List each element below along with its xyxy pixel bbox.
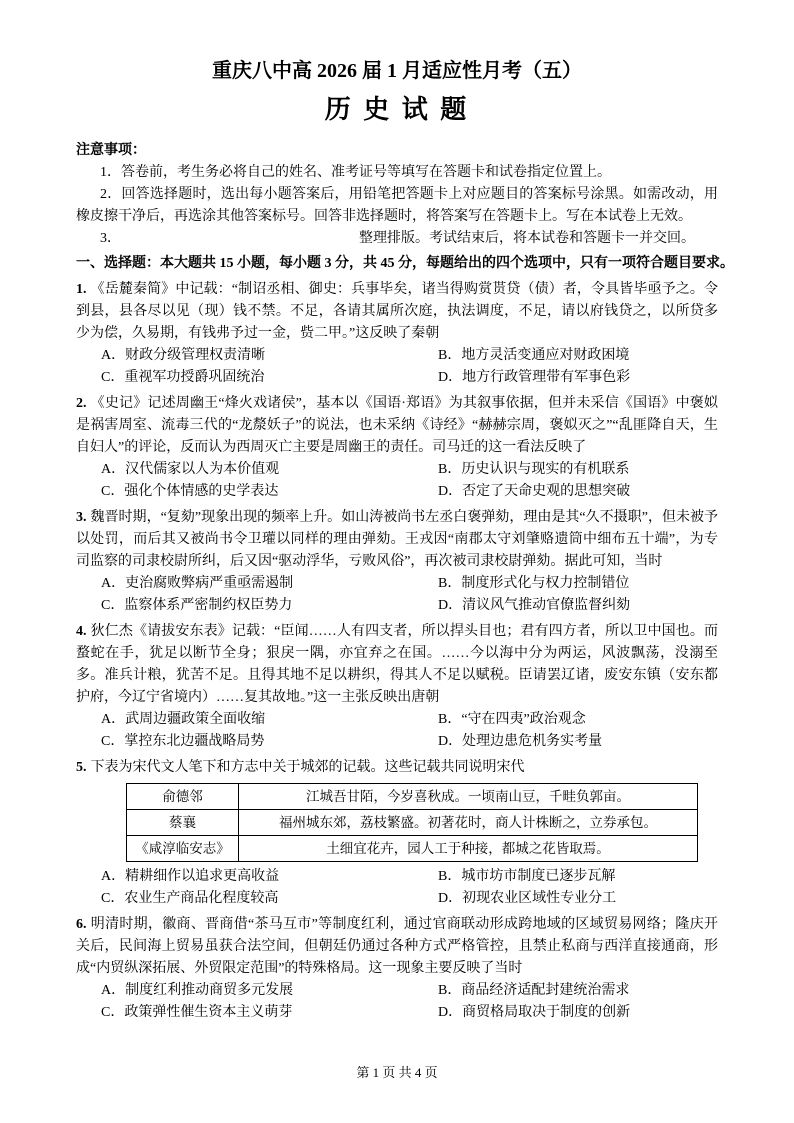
question-4-number: 4. — [76, 624, 87, 639]
question-1-options — [76, 345, 718, 389]
question-4-option-c: C．掌控东北边疆战略局势 — [101, 734, 265, 749]
question-5-option-d: D．初现农业区域性专业分工 — [438, 891, 617, 906]
question-5-option-b: B．城市坊市制度已逐步瓦解 — [438, 869, 616, 884]
question-1-option-b: B．地方灵活变通应对财政困境 — [438, 348, 630, 363]
question-4-options — [76, 709, 718, 753]
table-source-cell: 《咸淳临安志》 — [127, 836, 239, 862]
notice-item-3 — [76, 228, 718, 250]
question-5-options — [76, 866, 718, 910]
question-3-option-c: C．监察体系严密制约权臣势力 — [101, 598, 293, 613]
question-1 — [76, 279, 718, 389]
notice-item-3-text: 整理排版。考试结束后，将本试卷和答题卡一并交回。 — [359, 231, 695, 246]
question-3-option-b: B．制度形式化与权力控制错位 — [438, 576, 630, 591]
question-6-number: 6. — [76, 917, 87, 932]
question-5-option-c: C．农业生产商品化程度较高 — [101, 891, 279, 906]
section-heading: 一、选择题：本大题共 15 小题，每小题 3 分，共 45 分，每题给出的四个选项中，只有一项符合题目要求。 — [76, 256, 734, 271]
question-1-option-a: A．财政分级管理权责清晰 — [101, 348, 266, 363]
question-1-text: 《岳麓秦简》中记载：“制诏丞相、御史：兵事毕矣，诸当得购赏贳贷（债）者，令具皆毕亟予之。令到县，县各尽以见（现）钱不禁。不足，各请其属所次庭，执法调度，不足，请以府钱贷之，以所贷多少为偿，久易期，有钱弗予过一金，赀二甲。”这反映了秦朝 — [76, 282, 718, 341]
question-2 — [76, 393, 718, 503]
question-3-stem — [76, 507, 718, 573]
question-6-option-a: A．制度红利推动商贸多元发展 — [101, 983, 294, 998]
page-footer: 第 1 页 共 4 页 — [356, 1065, 438, 1080]
question-1-option-d: D．地方行政管理带有军事色彩 — [438, 370, 631, 385]
question-2-option-c: C．强化个体情感的史学表达 — [101, 484, 279, 499]
question-2-option-b: B．历史认识与现实的有机联系 — [438, 462, 630, 477]
question-6-option-c: C．政策弹性催生资本主义萌芽 — [101, 1005, 293, 1020]
question-3-option-d: D．清议风气推动官僚监督纠劾 — [438, 598, 631, 613]
question-5-stem — [76, 757, 718, 779]
question-5-option-a: A．精耕细作以追求更高收益 — [101, 869, 280, 884]
question-4-option-b: B．“守在四夷”政治观念 — [438, 712, 586, 727]
notice-item-1: 1．答卷前，考生务必将自己的姓名、准考证号等填写在答题卡和试卷指定位置上。 — [100, 165, 611, 180]
notice-heading: 注意事项： — [76, 143, 146, 158]
table-content-cell: 江城吾甘陌，今岁喜秋成。一顷南山豆，千畦负郭亩。 — [239, 784, 698, 810]
question-6-option-b: B．商品经济适配封建统治需求 — [438, 983, 630, 998]
exam-title: 重庆八中高 2026 届 1 月适应性月考（五） — [212, 60, 582, 82]
table-source-cell: 蔡襄 — [127, 810, 239, 836]
question-2-option-a: A．汉代儒家以人为本价值观 — [101, 462, 280, 477]
question-2-number: 2. — [76, 396, 87, 411]
question-5 — [76, 757, 718, 910]
table-row — [127, 784, 698, 810]
question-6 — [76, 914, 718, 1024]
question-6-stem — [76, 914, 718, 980]
notice-item-3-number: 3． — [100, 231, 121, 246]
question-5-table — [126, 783, 698, 862]
question-5-text: 下表为宋代文人笔下和方志中关于城郊的记载。这些记载共同说明宋代 — [90, 760, 525, 775]
table-source-cell: 俞德邻 — [127, 784, 239, 810]
question-3-options — [76, 573, 718, 617]
question-2-stem — [76, 393, 718, 459]
question-4 — [76, 621, 718, 753]
question-5-number: 5. — [76, 760, 87, 775]
question-1-number: 1. — [76, 282, 87, 297]
question-6-text: 明清时期，徽商、晋商借“茶马互市”等制度红利，通过官商联动形成跨地域的区域贸易网络；隆庆开关后，民间海上贸易虽获合法空间，但朝廷仍通过各种方式严格管控，且禁止私商与西洋直接通商，形成“内贸纵深拓展、外贸限定范围”的特殊格局。这一现象主要反映了当时 — [76, 917, 718, 976]
table-row — [127, 836, 698, 862]
table-row — [127, 810, 698, 836]
question-4-option-a: A．武周边疆政策全面收缩 — [101, 712, 266, 727]
question-1-option-c: C．重视军功授爵巩固统治 — [101, 370, 265, 385]
exam-subtitle: 历 史 试 题 — [324, 95, 470, 124]
table-content-cell: 福州城东郊，荔枝繁盛。初著花时，商人计株断之，立券承包。 — [239, 810, 698, 836]
question-2-text: 《史记》记述周幽王“烽火戏诸侯”，基本以《国语·郑语》为其叙事依据，但并未采信《国语》中褒姒是祸害周室、流毒三代的“龙漦妖子”的说法，也未采纳《诗经》“赫赫宗周，褒姒灭之”“乱匪降自天，生自妇人”的评论，反而认为西周灭亡主要是周幽王的责任。司马迁的这一看法反映了 — [76, 396, 718, 455]
table-content-cell: 土细宜花卉，园人工于种接，都城之花皆取焉。 — [239, 836, 698, 862]
question-1-stem — [76, 279, 718, 345]
question-4-text: 狄仁杰《请拔安东表》记载：“臣闻……人有四支者，所以捍头目也；君有四方者，所以卫中国也。而蝥蛇在手，犹足以断节全身；狠戾一隅，亦宜弃之在国。……今以海中分为两运，风波飘荡，没溺至多。准兵计粮，犹苦不足。且得其地不足以耕织，得其人不足以赋税。臣请罢辽诸，废安东镇（安东都护府，今辽宁省境内）……复其故地。”这一主张反映出唐朝 — [76, 624, 718, 705]
notice-section — [76, 140, 718, 250]
question-2-options — [76, 459, 718, 503]
question-3-number: 3. — [76, 510, 87, 525]
question-2-option-d: D．否定了天命史观的思想突破 — [438, 484, 631, 499]
question-3-text: 魏晋时期，“复劾”现象出现的频率上升。如山涛被尚书左丞白褒弹劾，理由是其“久不摄职”，但未被予以处罚，而后其又被尚书令卫瓘以同样的理由弹劾。王戎因“南郡太守刘肇赂遗筒中细布五十端”，为专司监察的司隶校尉所纠，后又因“驱动浮华，亏败风俗”，再次被司隶校尉弹劾。据此可知，当时 — [76, 510, 718, 569]
question-6-option-d: D．商贸格局取决于制度的创新 — [438, 1005, 631, 1020]
question-6-options — [76, 980, 718, 1024]
question-3 — [76, 507, 718, 617]
question-4-stem — [76, 621, 718, 709]
notice-item-2: 2．回答选择题时，选出每小题答案后，用铅笔把答题卡上对应题目的答案标号涂黑。如需改动，用橡皮擦干净后，再选涂其他答案标号。回答非选择题时，将答案写在答题卡上。写在本试卷上无效。 — [76, 187, 718, 224]
question-3-option-a: A．吏治腐败弊病严重亟需遏制 — [101, 576, 294, 591]
question-4-option-d: D．处理边患危机务实考量 — [438, 734, 603, 749]
